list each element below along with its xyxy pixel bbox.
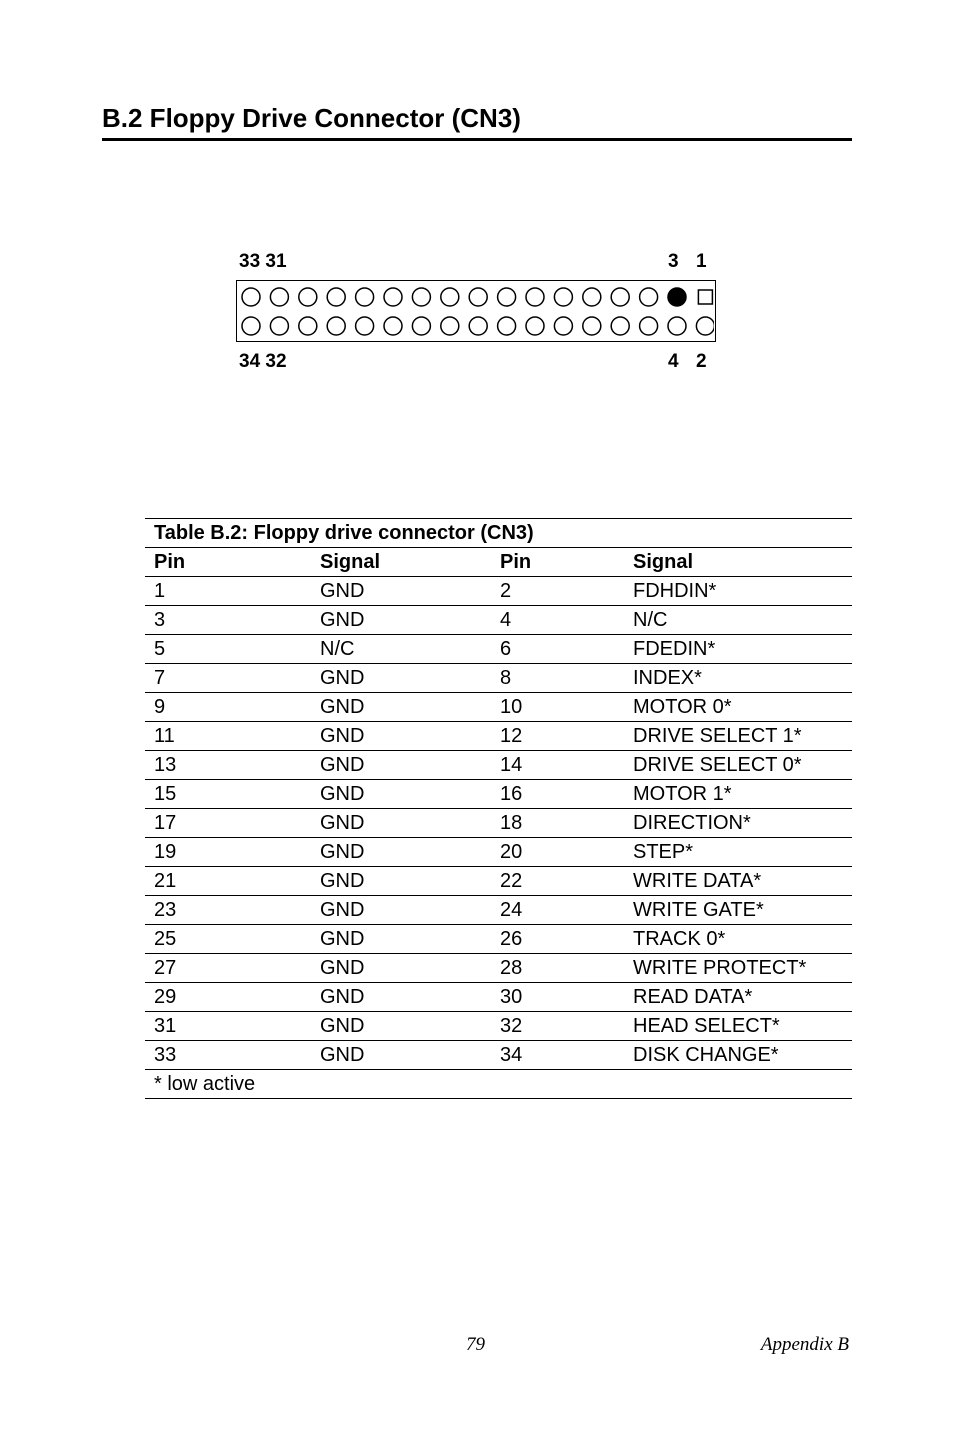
pin-left-cell: 25	[145, 925, 311, 954]
signal-right-cell: INDEX*	[624, 664, 852, 693]
pin-8	[611, 317, 629, 335]
signal-left-cell: GND	[311, 577, 491, 606]
signal-left-cell: GND	[311, 838, 491, 867]
pin-20	[441, 317, 459, 335]
table-row	[145, 896, 852, 925]
pin-left-cell: 31	[145, 1012, 311, 1041]
pin-left-cell: 9	[145, 693, 311, 722]
pin-32	[270, 317, 288, 335]
table-caption-row	[145, 519, 852, 548]
pin-left-cell: 13	[145, 751, 311, 780]
pin-1	[698, 290, 712, 304]
pin-22	[412, 317, 430, 335]
pin-3	[668, 288, 686, 306]
signal-right-cell: MOTOR 0*	[624, 693, 852, 722]
signal-left-cell: GND	[311, 896, 491, 925]
signal-left-cell: GND	[311, 722, 491, 751]
pin-right-cell: 22	[491, 867, 624, 896]
table-row	[145, 838, 852, 867]
signal-left-cell: GND	[311, 780, 491, 809]
table-row	[145, 867, 852, 896]
pin-left-cell: 1	[145, 577, 311, 606]
pin-7	[611, 288, 629, 306]
pin-12	[554, 317, 572, 335]
signal-right-cell: WRITE GATE*	[624, 896, 852, 925]
table-row	[145, 1041, 852, 1070]
pin-6	[640, 317, 658, 335]
pin-15	[498, 288, 516, 306]
connector-pins	[237, 281, 714, 340]
pin-33	[242, 288, 260, 306]
table-row	[145, 722, 852, 751]
pin-11	[554, 288, 572, 306]
signal-right-cell: N/C	[624, 606, 852, 635]
bottom-left-pin-labels: 34 32	[239, 351, 287, 372]
top-right-pin-label-1: 1	[696, 251, 707, 272]
signal-right-cell: FDHDIN*	[624, 577, 852, 606]
signal-right-cell: DRIVE SELECT 1*	[624, 722, 852, 751]
table-row	[145, 664, 852, 693]
pin-26	[356, 317, 374, 335]
pin-right-cell: 10	[491, 693, 624, 722]
pin-right-cell: 4	[491, 606, 624, 635]
page-number: 79	[466, 1334, 485, 1355]
table-row	[145, 635, 852, 664]
pin-34	[242, 317, 260, 335]
pin-left-cell: 5	[145, 635, 311, 664]
signal-left-cell: GND	[311, 954, 491, 983]
connector-outline	[236, 280, 716, 342]
signal-right-cell: TRACK 0*	[624, 925, 852, 954]
signal-left-cell: GND	[311, 925, 491, 954]
pin-31	[270, 288, 288, 306]
pin-28	[327, 317, 345, 335]
top-right-pin-label-3: 3	[668, 251, 679, 272]
signal-right-cell: HEAD SELECT*	[624, 1012, 852, 1041]
pin-assignment-table	[145, 518, 852, 1099]
pin-16	[498, 317, 516, 335]
pin-right-cell: 2	[491, 577, 624, 606]
pin-30	[299, 317, 317, 335]
pin-left-cell: 23	[145, 896, 311, 925]
signal-right-cell: MOTOR 1*	[624, 780, 852, 809]
pin-right-cell: 8	[491, 664, 624, 693]
pin-4	[668, 317, 686, 335]
pin-right-cell: 28	[491, 954, 624, 983]
signal-right-cell: WRITE DATA*	[624, 867, 852, 896]
pin-right-cell: 14	[491, 751, 624, 780]
pin-right-cell: 30	[491, 983, 624, 1012]
pin-right-cell: 26	[491, 925, 624, 954]
table-header-row	[145, 548, 852, 577]
section-title: B.2 Floppy Drive Connector (CN3)	[102, 103, 521, 133]
table-row	[145, 809, 852, 838]
pin-right-cell: 16	[491, 780, 624, 809]
pin-21	[412, 288, 430, 306]
pin-23	[384, 288, 402, 306]
signal-right-cell: DIRECTION*	[624, 809, 852, 838]
pin-left-cell: 19	[145, 838, 311, 867]
table-caption: Table B.2: Floppy drive connector (CN3)	[145, 519, 852, 548]
pin-left-cell: 17	[145, 809, 311, 838]
appendix-label: Appendix B	[760, 1334, 849, 1355]
pin-27	[327, 288, 345, 306]
pin-right-cell: 24	[491, 896, 624, 925]
pin-right-cell: 18	[491, 809, 624, 838]
pin-24	[384, 317, 402, 335]
table-row	[145, 606, 852, 635]
pin-2	[696, 317, 714, 335]
signal-left-cell: GND	[311, 809, 491, 838]
title-divider	[102, 138, 852, 141]
signal-left-cell: GND	[311, 606, 491, 635]
signal-left-cell: GND	[311, 983, 491, 1012]
pin-left-cell: 21	[145, 867, 311, 896]
signal-right-cell: DRIVE SELECT 0*	[624, 751, 852, 780]
table-row	[145, 780, 852, 809]
table-footnote: * low active	[145, 1070, 852, 1099]
signal-right-cell: STEP*	[624, 838, 852, 867]
header-signal-right: Signal	[624, 548, 852, 577]
pin-left-cell: 7	[145, 664, 311, 693]
pin-14	[526, 317, 544, 335]
header-signal-left: Signal	[311, 548, 491, 577]
pin-right-cell: 20	[491, 838, 624, 867]
table-row	[145, 1012, 852, 1041]
signal-right-cell: READ DATA*	[624, 983, 852, 1012]
header-pin-right: Pin	[491, 548, 624, 577]
pin-5	[640, 288, 658, 306]
signal-left-cell: GND	[311, 693, 491, 722]
signal-left-cell: GND	[311, 867, 491, 896]
pin-19	[441, 288, 459, 306]
pin-right-cell: 12	[491, 722, 624, 751]
pin-left-cell: 15	[145, 780, 311, 809]
pin-10	[583, 317, 601, 335]
pin-left-cell: 11	[145, 722, 311, 751]
top-left-pin-labels: 33 31	[239, 251, 287, 272]
table-row	[145, 925, 852, 954]
table-row	[145, 751, 852, 780]
signal-right-cell: WRITE PROTECT*	[624, 954, 852, 983]
table-row	[145, 954, 852, 983]
pin-right-cell: 34	[491, 1041, 624, 1070]
pin-right-cell: 32	[491, 1012, 624, 1041]
pin-left-cell: 3	[145, 606, 311, 635]
table-row	[145, 577, 852, 606]
pin-25	[356, 288, 374, 306]
pin-right-cell: 6	[491, 635, 624, 664]
table-row	[145, 983, 852, 1012]
signal-left-cell: N/C	[311, 635, 491, 664]
signal-left-cell: GND	[311, 1041, 491, 1070]
pin-left-cell: 33	[145, 1041, 311, 1070]
pin-left-cell: 27	[145, 954, 311, 983]
table-footnote-row	[145, 1070, 852, 1099]
signal-left-cell: GND	[311, 1012, 491, 1041]
pin-29	[299, 288, 317, 306]
signal-left-cell: GND	[311, 751, 491, 780]
pin-13	[526, 288, 544, 306]
pin-9	[583, 288, 601, 306]
pin-left-cell: 29	[145, 983, 311, 1012]
bottom-right-pin-label-4: 4	[668, 351, 679, 372]
header-pin-left: Pin	[145, 548, 311, 577]
pin-17	[469, 288, 487, 306]
bottom-right-pin-label-2: 2	[696, 351, 707, 372]
pin-18	[469, 317, 487, 335]
signal-right-cell: FDEDIN*	[624, 635, 852, 664]
signal-left-cell: GND	[311, 664, 491, 693]
table-row	[145, 693, 852, 722]
signal-right-cell: DISK CHANGE*	[624, 1041, 852, 1070]
